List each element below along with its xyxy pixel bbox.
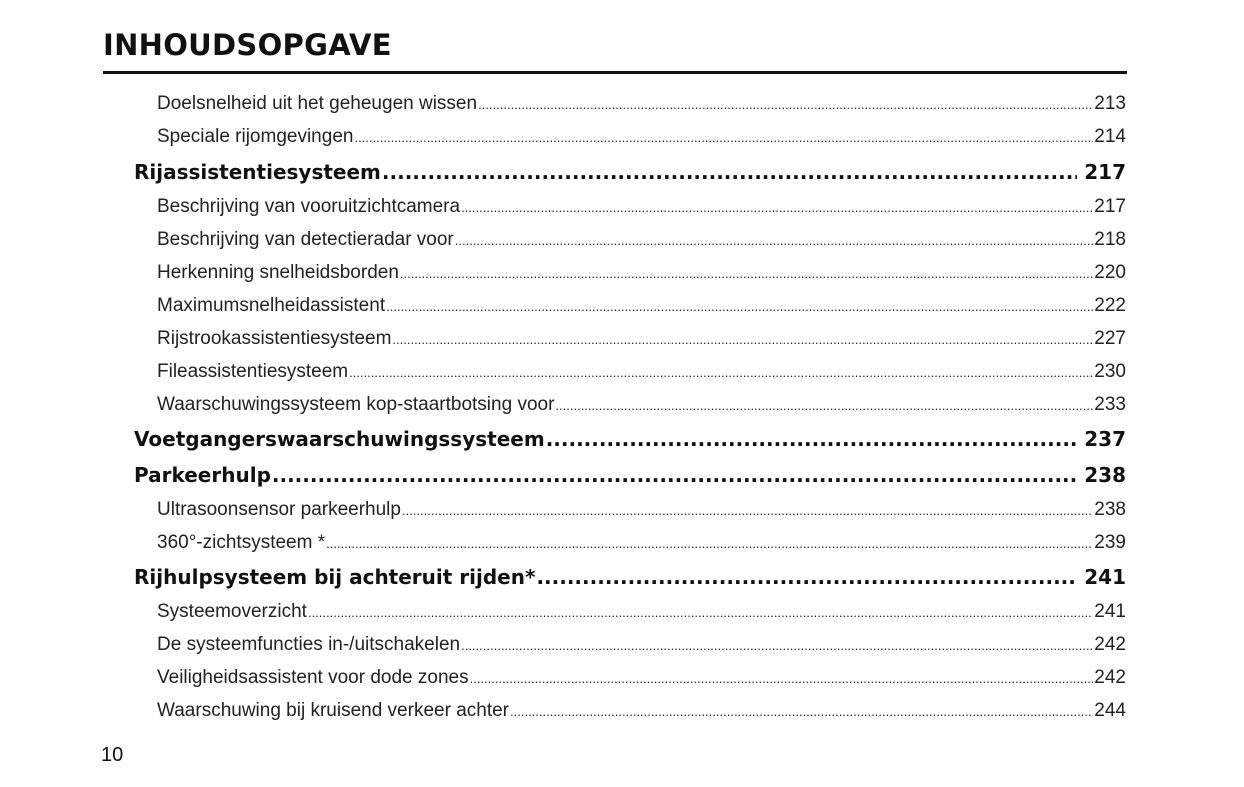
toc-entry-page: 227 (1094, 328, 1126, 349)
toc-section[interactable] (134, 160, 1126, 184)
toc-entry-label: Waarschuwing bij kruisend verkeer achter (157, 700, 510, 721)
toc-entry-label: 360°-zichtsysteem * (157, 532, 326, 553)
dot-leader (470, 671, 1094, 686)
dot-leader (478, 97, 1093, 112)
toc-entry-page: 242 (1094, 667, 1126, 688)
dot-leader (349, 365, 1093, 380)
toc-entry-page: 222 (1094, 295, 1126, 316)
toc-section[interactable] (134, 427, 1126, 451)
toc-section-page: 238 (1084, 463, 1126, 487)
toc-entry[interactable] (157, 262, 1126, 284)
toc-entry[interactable] (157, 601, 1126, 623)
toc-entry[interactable] (157, 361, 1126, 383)
dot-leader (354, 130, 1093, 145)
dot-leader (392, 332, 1093, 347)
toc-entry-label: Rijstrookassistentiesysteem (157, 328, 392, 349)
dot-leader (461, 200, 1093, 215)
toc-section-label: Parkeerhulp (134, 463, 271, 487)
toc-entry-page: 213 (1094, 93, 1126, 114)
dot-leader (386, 299, 1093, 314)
toc-entry-label: Systeemoverzicht (157, 601, 307, 622)
toc-entry[interactable] (157, 532, 1126, 554)
dot-leader (455, 233, 1094, 248)
toc-entry[interactable] (157, 667, 1126, 689)
title-rule (103, 71, 1127, 74)
toc-section[interactable] (134, 565, 1126, 589)
toc-entry-label: Beschrijving van detectieradar voor (157, 229, 454, 250)
toc-section[interactable] (134, 463, 1126, 487)
dot-leader (546, 427, 1078, 451)
toc-entry-page: 233 (1094, 394, 1126, 415)
toc-entry[interactable] (157, 93, 1126, 115)
toc-entry-label: Waarschuwingssysteem kop-staartbotsing voor (157, 394, 555, 415)
toc-entry-label: Doelsnelheid uit het geheugen wissen (157, 93, 478, 114)
toc-entry-page: 214 (1094, 126, 1126, 147)
toc-section-label: Rijassistentiesysteem (134, 160, 381, 184)
dot-leader (461, 638, 1093, 653)
toc-entry-label: De systeemfuncties in-/uitschakelen (157, 634, 461, 655)
dot-leader (400, 266, 1093, 281)
toc-entry-page: 217 (1094, 196, 1126, 217)
toc-entry-label: Speciale rijomgevingen (157, 126, 354, 147)
toc-entry-page: 242 (1094, 634, 1126, 655)
dot-leader (382, 160, 1077, 184)
dot-leader (555, 398, 1093, 413)
dot-leader (272, 463, 1077, 487)
dot-leader (326, 536, 1093, 551)
toc-entry-label: Maximumsnelheidassistent (157, 295, 386, 316)
toc-section-page: 217 (1084, 160, 1126, 184)
toc-entry[interactable] (157, 196, 1126, 218)
toc-section-page: 241 (1084, 565, 1126, 589)
toc-entry[interactable] (157, 328, 1126, 350)
toc-entry[interactable] (157, 126, 1126, 148)
toc-entry-label: Beschrijving van vooruitzichtcamera (157, 196, 461, 217)
toc-entry[interactable] (157, 499, 1126, 521)
dot-leader (308, 605, 1093, 620)
toc-entry-page: 230 (1094, 361, 1126, 382)
dot-leader (510, 704, 1093, 719)
toc-entry-page: 218 (1094, 229, 1126, 250)
toc-entry-label: Ultrasoonsensor parkeerhulp (157, 499, 401, 520)
toc-section-label: Voetgangerswaarschuwingssysteem (134, 427, 545, 451)
toc-section-page: 237 (1084, 427, 1126, 451)
dot-leader (402, 503, 1093, 518)
toc-entry-label: Fileassistentiesysteem (157, 361, 349, 382)
toc-section-label: Rijhulpsysteem bij achteruit rijden* (134, 565, 536, 589)
toc-entry-label: Herkenning snelheidsborden (157, 262, 399, 283)
toc-entry-label: Veiligheidsassistent voor dode zones (157, 667, 469, 688)
page-number: 10 (101, 744, 124, 766)
toc-entry[interactable] (157, 295, 1126, 317)
toc-entry-page: 239 (1094, 532, 1126, 553)
dot-leader (536, 565, 1077, 589)
toc-entry[interactable] (157, 394, 1126, 416)
toc-entry-page: 241 (1094, 601, 1126, 622)
page-title: INHOUDSOPGAVE (103, 28, 392, 62)
toc-entry[interactable] (157, 229, 1126, 251)
toc-entry[interactable] (157, 634, 1126, 656)
toc-entry-page: 238 (1094, 499, 1126, 520)
toc-entry-page: 244 (1094, 700, 1126, 721)
toc-entry[interactable] (157, 700, 1126, 722)
toc-entry-page: 220 (1094, 262, 1126, 283)
